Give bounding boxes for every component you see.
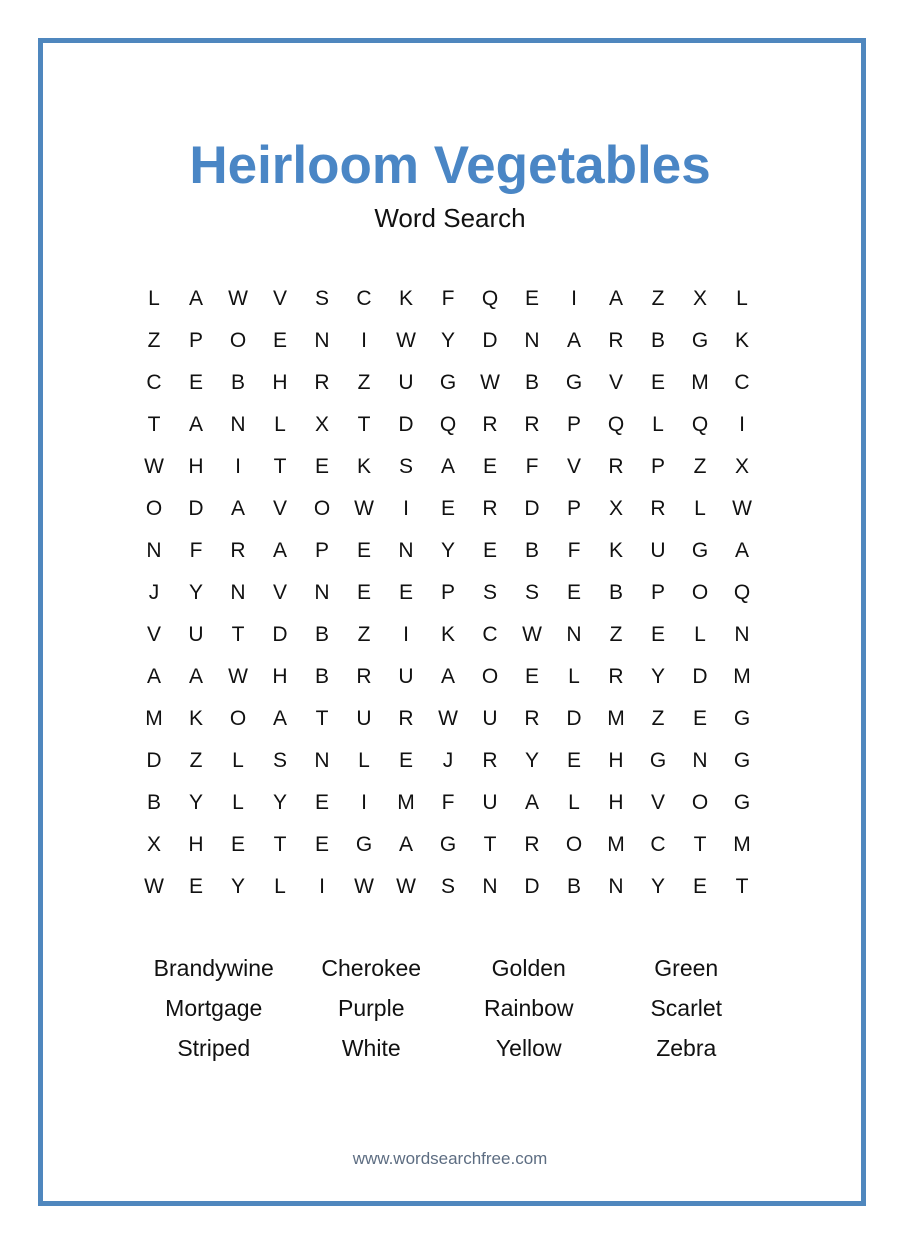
grid-letter[interactable]: S bbox=[272, 749, 287, 772]
grid-letter[interactable]: S bbox=[314, 287, 329, 310]
grid-letter[interactable]: R bbox=[482, 497, 498, 520]
grid-letter[interactable]: T bbox=[483, 833, 497, 856]
grid-letter[interactable]: E bbox=[692, 875, 707, 898]
grid-letter[interactable]: W bbox=[480, 371, 500, 394]
puzzle-title: Heirloom Vegetables bbox=[189, 136, 711, 195]
grid-letter[interactable]: N bbox=[608, 875, 624, 898]
grid-letter[interactable]: I bbox=[403, 497, 409, 520]
grid-letter[interactable]: F bbox=[441, 791, 455, 814]
grid-letter[interactable]: B bbox=[566, 875, 581, 898]
grid-letter[interactable]: R bbox=[650, 497, 666, 520]
grid-letter[interactable]: P bbox=[314, 539, 329, 562]
grid-letter[interactable]: T bbox=[693, 833, 707, 856]
grid-letter[interactable]: E bbox=[398, 581, 413, 604]
grid-letter[interactable]: Z bbox=[693, 455, 707, 478]
grid-letter[interactable]: M bbox=[397, 791, 415, 814]
grid-letter[interactable]: I bbox=[361, 791, 367, 814]
grid-letter[interactable]: H bbox=[188, 833, 204, 856]
grid-letter[interactable]: N bbox=[734, 623, 750, 646]
grid-letter[interactable]: L bbox=[274, 413, 286, 436]
grid-letter[interactable]: T bbox=[315, 707, 329, 730]
grid-letter[interactable]: N bbox=[314, 749, 330, 772]
grid-letter[interactable]: Q bbox=[733, 581, 751, 604]
grid-letter[interactable]: Z bbox=[651, 707, 665, 730]
grid-letter[interactable]: V bbox=[272, 287, 287, 310]
grid-letter[interactable]: D bbox=[692, 665, 708, 688]
grid-letter[interactable]: Y bbox=[440, 329, 455, 352]
grid-letter[interactable]: A bbox=[272, 707, 287, 730]
grid-letter[interactable]: A bbox=[188, 413, 203, 436]
grid-letter[interactable]: P bbox=[566, 497, 581, 520]
grid-letter[interactable]: Z bbox=[357, 623, 371, 646]
grid-letter[interactable]: O bbox=[145, 497, 163, 520]
grid-letter[interactable]: L bbox=[652, 413, 664, 436]
word-list-item: Zebra bbox=[656, 1035, 717, 1061]
grid-letter[interactable]: U bbox=[482, 707, 498, 730]
grid-letter[interactable]: I bbox=[361, 329, 367, 352]
grid-letter[interactable]: A bbox=[146, 665, 161, 688]
grid-letter[interactable]: E bbox=[188, 371, 203, 394]
grid-letter[interactable]: B bbox=[146, 791, 161, 814]
grid-letter[interactable]: A bbox=[566, 329, 581, 352]
grid-letter[interactable]: H bbox=[608, 749, 624, 772]
grid-letter[interactable]: W bbox=[732, 497, 752, 520]
grid-letter[interactable]: G bbox=[733, 707, 751, 730]
grid-letter[interactable]: P bbox=[650, 455, 665, 478]
grid-letter[interactable]: O bbox=[229, 707, 247, 730]
grid-letter[interactable]: P bbox=[188, 329, 203, 352]
grid-letter[interactable]: R bbox=[608, 455, 624, 478]
grid-letter[interactable]: T bbox=[273, 455, 287, 478]
grid-letter[interactable]: N bbox=[146, 539, 162, 562]
grid-letter[interactable]: S bbox=[440, 875, 455, 898]
grid-letter[interactable]: A bbox=[440, 455, 455, 478]
grid-letter[interactable]: L bbox=[568, 791, 580, 814]
grid-letter[interactable]: P bbox=[566, 413, 581, 436]
grid-letter[interactable]: E bbox=[482, 539, 497, 562]
grid-letter[interactable]: L bbox=[358, 749, 370, 772]
grid-letter[interactable]: L bbox=[736, 287, 748, 310]
grid-letter[interactable]: E bbox=[440, 497, 455, 520]
grid-letter[interactable]: W bbox=[144, 875, 164, 898]
grid-letter[interactable]: Y bbox=[440, 539, 455, 562]
grid-letter[interactable]: B bbox=[314, 665, 329, 688]
word-list-item: Brandywine bbox=[153, 955, 274, 981]
grid-letter[interactable]: Y bbox=[272, 791, 287, 814]
grid-letter[interactable]: V bbox=[566, 455, 581, 478]
grid-letter[interactable]: V bbox=[272, 581, 287, 604]
grid-letter[interactable]: G bbox=[691, 539, 709, 562]
grid-letter[interactable]: I bbox=[739, 413, 745, 436]
grid-letter[interactable]: R bbox=[230, 539, 246, 562]
grid-letter[interactable]: R bbox=[524, 833, 540, 856]
grid-letter[interactable]: C bbox=[482, 623, 498, 646]
word-list-item: Golden bbox=[491, 955, 566, 981]
grid-letter[interactable]: N bbox=[482, 875, 498, 898]
grid-letter[interactable]: P bbox=[650, 581, 665, 604]
grid-letter[interactable]: L bbox=[148, 287, 160, 310]
grid-letter[interactable]: Y bbox=[230, 875, 245, 898]
grid-letter[interactable]: E bbox=[188, 875, 203, 898]
grid-letter[interactable]: T bbox=[273, 833, 287, 856]
grid-letter[interactable]: O bbox=[691, 791, 709, 814]
grid-letter[interactable]: R bbox=[608, 329, 624, 352]
grid-letter[interactable]: B bbox=[524, 539, 539, 562]
grid-letter[interactable]: K bbox=[356, 455, 371, 478]
grid-letter[interactable]: C bbox=[734, 371, 750, 394]
letter-grid bbox=[133, 278, 763, 908]
grid-letter[interactable]: M bbox=[607, 707, 625, 730]
grid-letter[interactable]: D bbox=[482, 329, 498, 352]
grid-letter[interactable]: A bbox=[188, 287, 203, 310]
grid-letter[interactable]: L bbox=[568, 665, 580, 688]
grid-letter[interactable]: E bbox=[650, 371, 665, 394]
grid-letter[interactable]: J bbox=[442, 749, 454, 772]
grid-letter[interactable]: J bbox=[148, 581, 160, 604]
grid-letter[interactable]: E bbox=[692, 707, 707, 730]
grid-letter[interactable]: Z bbox=[609, 623, 623, 646]
grid-letter[interactable]: U bbox=[398, 665, 414, 688]
word-list-item: Scarlet bbox=[650, 995, 723, 1021]
grid-letter[interactable]: H bbox=[188, 455, 204, 478]
grid-letter[interactable]: H bbox=[608, 791, 624, 814]
grid-letter[interactable]: Z bbox=[189, 749, 203, 772]
grid-letter[interactable]: G bbox=[691, 329, 709, 352]
grid-letter[interactable]: R bbox=[482, 413, 498, 436]
grid-letter[interactable]: Q bbox=[607, 413, 625, 436]
grid-letter[interactable]: O bbox=[229, 329, 247, 352]
grid-letter[interactable]: Y bbox=[188, 791, 203, 814]
grid-letter[interactable]: X bbox=[734, 455, 749, 478]
grid-letter[interactable]: G bbox=[733, 791, 751, 814]
grid-letter[interactable]: A bbox=[524, 791, 539, 814]
grid-letter[interactable]: R bbox=[524, 707, 540, 730]
grid-letter[interactable]: G bbox=[733, 749, 751, 772]
grid-letter[interactable]: N bbox=[314, 581, 330, 604]
grid-letter[interactable]: L bbox=[694, 623, 706, 646]
grid-letter[interactable]: D bbox=[524, 497, 540, 520]
grid-letter[interactable]: Y bbox=[650, 875, 665, 898]
grid-letter[interactable]: R bbox=[608, 665, 624, 688]
grid-letter[interactable]: V bbox=[272, 497, 287, 520]
grid-letter[interactable]: Y bbox=[524, 749, 539, 772]
grid-letter[interactable]: S bbox=[398, 455, 413, 478]
grid-letter[interactable]: M bbox=[733, 833, 751, 856]
grid-letter[interactable]: R bbox=[314, 371, 330, 394]
grid-letter[interactable]: W bbox=[354, 875, 374, 898]
grid-letter[interactable]: N bbox=[566, 623, 582, 646]
grid-letter[interactable]: A bbox=[398, 833, 413, 856]
grid-letter[interactable]: Q bbox=[691, 413, 709, 436]
grid-letter[interactable]: F bbox=[189, 539, 203, 562]
grid-letter[interactable]: W bbox=[522, 623, 542, 646]
grid-letter[interactable]: T bbox=[231, 623, 245, 646]
puzzle-subtitle: Word Search bbox=[374, 203, 526, 233]
grid-letter[interactable]: G bbox=[355, 833, 373, 856]
grid-letter[interactable]: L bbox=[274, 875, 286, 898]
grid-letter[interactable]: D bbox=[524, 875, 540, 898]
grid-letter[interactable]: E bbox=[482, 455, 497, 478]
grid-letter[interactable]: T bbox=[147, 413, 161, 436]
grid-letter[interactable]: U bbox=[650, 539, 666, 562]
grid-letter[interactable]: O bbox=[565, 833, 583, 856]
grid-letter[interactable]: L bbox=[232, 791, 244, 814]
grid-letter[interactable]: P bbox=[440, 581, 455, 604]
grid-letter[interactable]: N bbox=[524, 329, 540, 352]
grid-letter[interactable]: W bbox=[144, 455, 164, 478]
word-list-item: Cherokee bbox=[321, 955, 422, 981]
grid-letter[interactable]: D bbox=[188, 497, 204, 520]
grid-letter[interactable]: E bbox=[314, 455, 329, 478]
grid-letter[interactable]: K bbox=[398, 287, 413, 310]
grid-letter[interactable]: W bbox=[354, 497, 374, 520]
grid-letter[interactable]: F bbox=[525, 455, 539, 478]
grid-letter[interactable]: Q bbox=[439, 413, 457, 436]
grid-letter[interactable]: T bbox=[735, 875, 749, 898]
grid-letter[interactable]: V bbox=[650, 791, 665, 814]
grid-letter[interactable]: Z bbox=[147, 329, 161, 352]
grid-letter[interactable]: A bbox=[230, 497, 245, 520]
grid-letter[interactable]: U bbox=[188, 623, 204, 646]
grid-letter[interactable]: R bbox=[398, 707, 414, 730]
grid-letter[interactable]: B bbox=[230, 371, 245, 394]
word-list-item: Purple bbox=[338, 995, 405, 1021]
grid-letter[interactable]: B bbox=[608, 581, 623, 604]
grid-letter[interactable]: D bbox=[272, 623, 288, 646]
grid-letter[interactable]: O bbox=[481, 665, 499, 688]
grid-letter[interactable]: F bbox=[441, 287, 455, 310]
word-list-item: Rainbow bbox=[484, 995, 574, 1021]
grid-letter[interactable]: E bbox=[650, 623, 665, 646]
grid-letter[interactable]: E bbox=[524, 665, 539, 688]
grid-letter[interactable]: E bbox=[314, 833, 329, 856]
grid-letter[interactable]: B bbox=[314, 623, 329, 646]
grid-letter[interactable]: G bbox=[565, 371, 583, 394]
grid-letter[interactable]: Y bbox=[650, 665, 665, 688]
grid-letter[interactable]: E bbox=[314, 791, 329, 814]
grid-letter[interactable]: D bbox=[566, 707, 582, 730]
grid-letter[interactable]: W bbox=[438, 707, 458, 730]
grid-letter[interactable]: I bbox=[571, 287, 577, 310]
grid-letter[interactable]: X bbox=[146, 833, 161, 856]
grid-letter[interactable]: E bbox=[356, 581, 371, 604]
grid-letter[interactable]: W bbox=[396, 329, 416, 352]
grid-letter[interactable]: A bbox=[272, 539, 287, 562]
grid-letter[interactable]: G bbox=[439, 371, 457, 394]
grid-letter[interactable]: U bbox=[482, 791, 498, 814]
grid-letter[interactable]: I bbox=[319, 875, 325, 898]
grid-letter[interactable]: M bbox=[607, 833, 625, 856]
grid-letter[interactable]: U bbox=[398, 371, 414, 394]
grid-letter[interactable]: E bbox=[398, 749, 413, 772]
grid-letter[interactable]: M bbox=[145, 707, 163, 730]
grid-letter[interactable]: E bbox=[524, 287, 539, 310]
grid-letter[interactable]: S bbox=[482, 581, 497, 604]
grid-letter[interactable]: Z bbox=[357, 371, 371, 394]
grid-letter[interactable]: N bbox=[314, 329, 330, 352]
word-list-item: Mortgage bbox=[165, 995, 263, 1021]
grid-letter[interactable]: O bbox=[691, 581, 709, 604]
grid-letter[interactable]: Y bbox=[188, 581, 203, 604]
grid-letter[interactable]: H bbox=[272, 371, 288, 394]
grid-letter[interactable]: W bbox=[228, 287, 248, 310]
grid-letter[interactable]: B bbox=[524, 371, 539, 394]
grid-letter[interactable]: A bbox=[440, 665, 455, 688]
grid-letter[interactable]: T bbox=[357, 413, 371, 436]
grid-letter[interactable]: N bbox=[230, 581, 246, 604]
grid-letter[interactable]: C bbox=[146, 371, 162, 394]
grid-letter[interactable]: C bbox=[356, 287, 372, 310]
grid-letter[interactable]: K bbox=[440, 623, 455, 646]
grid-letter[interactable]: W bbox=[228, 665, 248, 688]
grid-letter[interactable]: X bbox=[692, 287, 707, 310]
grid-letter[interactable]: G bbox=[649, 749, 667, 772]
grid-letter[interactable]: F bbox=[567, 539, 581, 562]
grid-letter[interactable]: E bbox=[566, 749, 581, 772]
grid-letter[interactable]: E bbox=[356, 539, 371, 562]
grid-letter[interactable]: R bbox=[356, 665, 372, 688]
grid-letter[interactable]: K bbox=[734, 329, 749, 352]
grid-letter[interactable]: G bbox=[439, 833, 457, 856]
grid-letter[interactable]: U bbox=[356, 707, 372, 730]
grid-letter[interactable]: B bbox=[650, 329, 665, 352]
grid-letter[interactable]: X bbox=[314, 413, 329, 436]
grid-letter[interactable]: V bbox=[146, 623, 161, 646]
grid-letter[interactable]: A bbox=[188, 665, 203, 688]
grid-letter[interactable]: W bbox=[396, 875, 416, 898]
grid-letter[interactable]: R bbox=[524, 413, 540, 436]
word-list-item: Yellow bbox=[495, 1035, 562, 1061]
grid-letter[interactable]: M bbox=[733, 665, 751, 688]
grid-letter[interactable]: C bbox=[650, 833, 666, 856]
grid-letter[interactable]: L bbox=[232, 749, 244, 772]
grid-letter[interactable]: M bbox=[691, 371, 709, 394]
grid-letter[interactable]: D bbox=[398, 413, 414, 436]
grid-letter[interactable]: N bbox=[230, 413, 246, 436]
grid-letter[interactable]: V bbox=[608, 371, 623, 394]
grid-letter[interactable]: E bbox=[566, 581, 581, 604]
word-list-item: White bbox=[341, 1035, 401, 1061]
grid-letter[interactable]: A bbox=[608, 287, 623, 310]
grid-letter[interactable]: K bbox=[188, 707, 203, 730]
grid-letter[interactable]: X bbox=[608, 497, 623, 520]
grid-letter[interactable]: Z bbox=[651, 287, 665, 310]
word-list bbox=[135, 948, 765, 1068]
grid-letter[interactable]: O bbox=[313, 497, 331, 520]
grid-letter[interactable]: S bbox=[524, 581, 539, 604]
grid-letter[interactable]: I bbox=[403, 623, 409, 646]
grid-letter[interactable]: I bbox=[235, 455, 241, 478]
grid-letter[interactable]: A bbox=[734, 539, 749, 562]
word-list-item: Green bbox=[654, 955, 719, 981]
grid-letter[interactable]: E bbox=[272, 329, 287, 352]
grid-letter[interactable]: H bbox=[272, 665, 288, 688]
footer-url[interactable]: www.wordsearchfree.com bbox=[352, 1149, 548, 1168]
grid-letter[interactable]: E bbox=[230, 833, 245, 856]
grid-letter[interactable]: N bbox=[398, 539, 414, 562]
grid-letter[interactable]: K bbox=[608, 539, 623, 562]
grid-letter[interactable]: R bbox=[482, 749, 498, 772]
grid-letter[interactable]: Q bbox=[481, 287, 499, 310]
grid-letter[interactable]: D bbox=[146, 749, 162, 772]
grid-letter[interactable]: L bbox=[694, 497, 706, 520]
grid-letter[interactable]: N bbox=[692, 749, 708, 772]
word-list-item: Striped bbox=[177, 1035, 251, 1061]
